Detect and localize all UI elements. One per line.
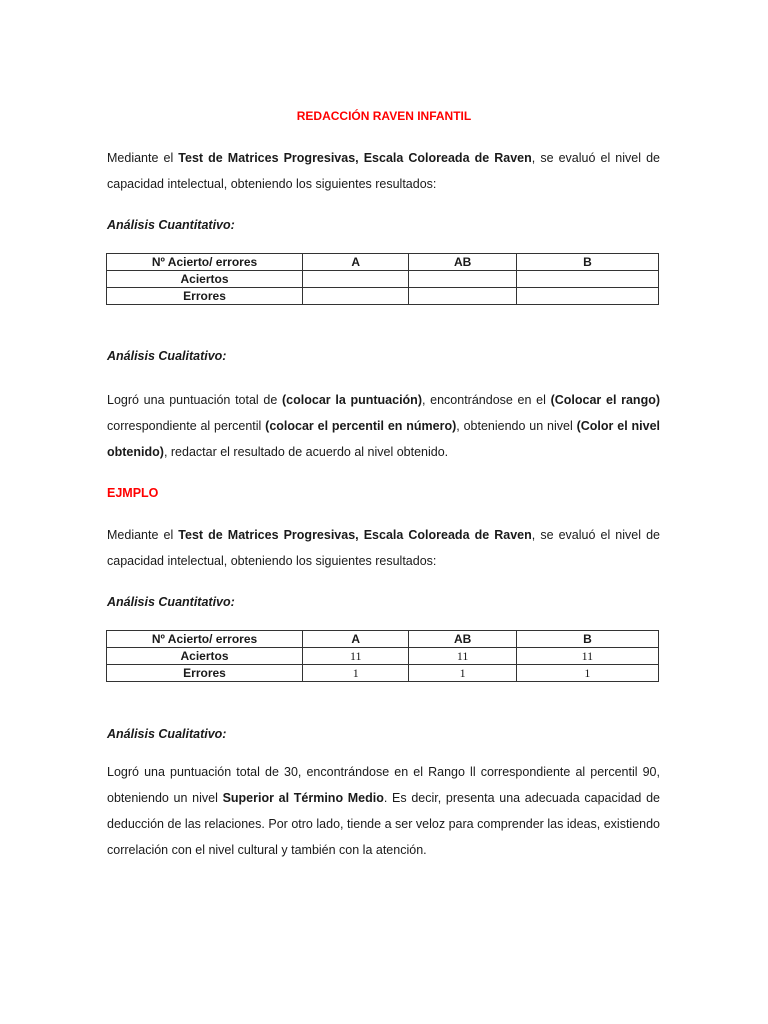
document-title: REDACCIÓN RAVEN INFANTIL	[296, 109, 472, 123]
qual-text: , redactar el resultado de acuerdo al nivel obtenido.	[163, 445, 449, 459]
qual-text: . Es decir, presenta una adecuada capacidad de deducción de las relaciones. Por otro lado, tiende a ser veloz para comprender las ideas, existiendo correlación con el nivel cultural y también con la atención.	[107, 791, 660, 857]
table-cell	[303, 271, 409, 288]
intro-prefix: Mediante el	[107, 151, 179, 165]
intro-suffix: , se evaluó el nivel de capacidad intelectual, obteniendo los siguientes resultados:	[107, 528, 660, 568]
results-table-template	[106, 253, 659, 305]
row-label: Aciertos	[107, 271, 303, 288]
table-header-cell: Nº Acierto/ errores	[107, 631, 303, 648]
intro-suffix: , se evaluó el nivel de capacidad intelectual, obteniendo los siguientes resultados:	[107, 151, 660, 191]
example-label: EJMPLO	[107, 486, 159, 500]
quant-heading: Análisis Cuantitativo:	[107, 218, 235, 232]
table-header-cell: B	[516, 631, 658, 648]
intro-paragraph	[107, 145, 660, 197]
table-header-cell: AB	[409, 631, 516, 648]
table-cell	[516, 288, 658, 305]
qual-text: correspondiente al percentil	[107, 419, 266, 433]
table-cell: 11	[303, 648, 409, 665]
example-intro-paragraph	[107, 522, 660, 574]
table-header-row	[107, 631, 659, 648]
table-cell	[409, 288, 516, 305]
table-cell: 1	[516, 665, 658, 682]
table-row	[107, 665, 659, 682]
qual-text: Logró una puntuación total de	[107, 393, 283, 407]
row-label: Errores	[107, 665, 303, 682]
qual-example-paragraph	[107, 759, 660, 863]
qual-placeholder: (colocar el percentil en número)	[265, 419, 457, 433]
qual-placeholder: (Color el nivel obtenido)	[107, 419, 661, 459]
table-header-cell: A	[303, 631, 409, 648]
qual-placeholder: (colocar la puntuación)	[282, 393, 422, 407]
table-cell: 1	[303, 665, 409, 682]
table-header-cell: A	[303, 254, 409, 271]
qual-heading: Análisis Cualitativo:	[107, 349, 227, 363]
example-qual-heading: Análisis Cualitativo:	[107, 727, 227, 741]
table-header-row	[107, 254, 659, 271]
row-label: Errores	[107, 288, 303, 305]
qual-text: Logró una puntuación total de 30, encontrándose en el Rango ll correspondiente al percentil 90, obteniendo un nivel	[107, 765, 660, 805]
example-quant-heading: Análisis Cuantitativo:	[107, 595, 235, 609]
qual-level: Superior al Término Medio	[222, 791, 384, 805]
table-cell	[409, 271, 516, 288]
qual-placeholder: (Colocar el rango)	[550, 393, 661, 407]
qual-text: , obteniendo un nivel	[456, 419, 577, 433]
table-cell: 1	[409, 665, 516, 682]
table-header-cell: AB	[409, 254, 516, 271]
table-header-cell: B	[516, 254, 658, 271]
table-header-cell: Nº Acierto/ errores	[107, 254, 303, 271]
intro-prefix: Mediante el	[107, 528, 179, 542]
table-cell: 11	[409, 648, 516, 665]
table-cell	[303, 288, 409, 305]
intro-test-name: Test de Matrices Progresivas, Escala Coloreada de Raven	[178, 151, 532, 165]
table-row	[107, 648, 659, 665]
table-cell: 11	[516, 648, 658, 665]
qual-template-paragraph	[107, 387, 660, 465]
table-cell	[516, 271, 658, 288]
table-row	[107, 288, 659, 305]
intro-test-name: Test de Matrices Progresivas, Escala Coloreada de Raven	[178, 528, 532, 542]
table-row	[107, 271, 659, 288]
row-label: Aciertos	[107, 648, 303, 665]
results-table-example	[106, 630, 659, 682]
qual-text: , encontrándose en el	[421, 393, 551, 407]
